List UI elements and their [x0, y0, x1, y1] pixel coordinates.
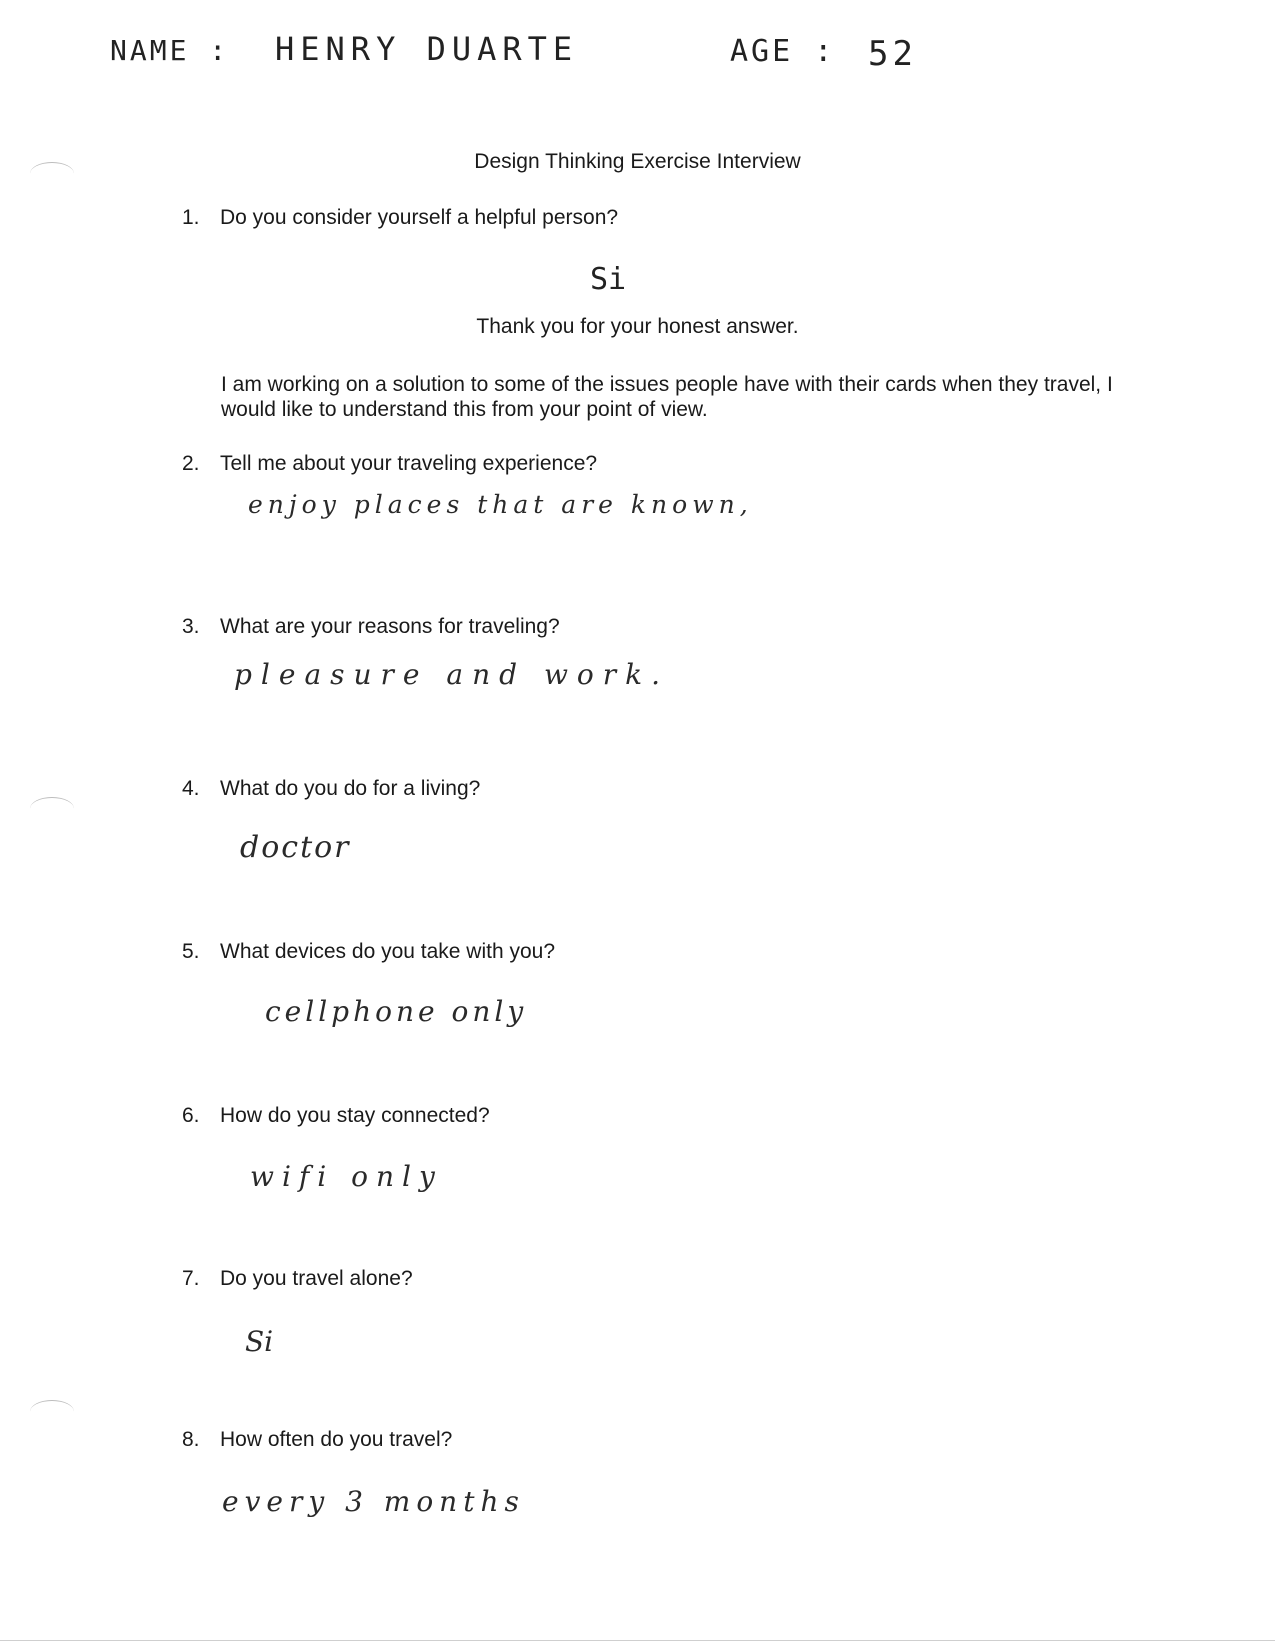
question-8 — [182, 1428, 452, 1452]
question-text: How do you stay connected? — [220, 1104, 490, 1127]
question-6 — [182, 1104, 490, 1128]
name-label: NAME : — [110, 34, 230, 67]
answer-5: cellphone only — [265, 995, 528, 1028]
question-number: 5. — [182, 940, 200, 963]
answer-6: wifi only — [250, 1160, 443, 1193]
question-2 — [182, 452, 597, 476]
question-text: How often do you travel? — [220, 1428, 453, 1451]
answer-4: doctor — [240, 830, 351, 865]
punch-hole-bottom — [30, 1400, 74, 1423]
name-value: HENRY DUARTE — [275, 30, 579, 68]
punch-hole-middle — [30, 797, 74, 820]
question-text: What are your reasons for traveling? — [220, 615, 560, 638]
question-number: 1. — [182, 206, 200, 229]
question-text: What do you do for a living? — [220, 777, 481, 800]
question-7 — [182, 1267, 413, 1291]
question-number: 8. — [182, 1428, 200, 1451]
question-5 — [182, 940, 555, 964]
page-title: Design Thinking Exercise Interview — [474, 150, 801, 173]
question-number: 3. — [182, 615, 200, 638]
question-text: What devices do you take with you? — [220, 940, 556, 963]
age-label: AGE : — [730, 34, 836, 69]
thank-you-text: Thank you for your honest answer. — [476, 315, 799, 338]
question-text: Do you consider yourself a helpful person? — [220, 206, 619, 229]
question-text: Do you travel alone? — [220, 1267, 413, 1290]
answer-1: Si — [590, 262, 627, 297]
age-value: 52 — [868, 34, 917, 74]
question-3 — [182, 615, 560, 639]
question-number: 6. — [182, 1104, 200, 1127]
answer-2: enjoy places that are known, — [248, 490, 753, 519]
question-number: 2. — [182, 452, 200, 475]
question-text: Tell me about your traveling experience? — [220, 452, 598, 475]
question-number: 4. — [182, 777, 200, 800]
question-4 — [182, 777, 480, 801]
answer-3: pleasure and work. — [234, 658, 670, 691]
intro-paragraph: I am working on a solution to some of the issues people have with their cards when they travel, I would like to understand this from your point of view. — [221, 373, 1113, 421]
page-bottom-edge — [0, 1640, 1275, 1641]
answer-8: every 3 months — [222, 1485, 525, 1518]
question-1 — [182, 206, 618, 230]
answer-7: Si — [245, 1325, 274, 1358]
question-number: 7. — [182, 1267, 200, 1290]
